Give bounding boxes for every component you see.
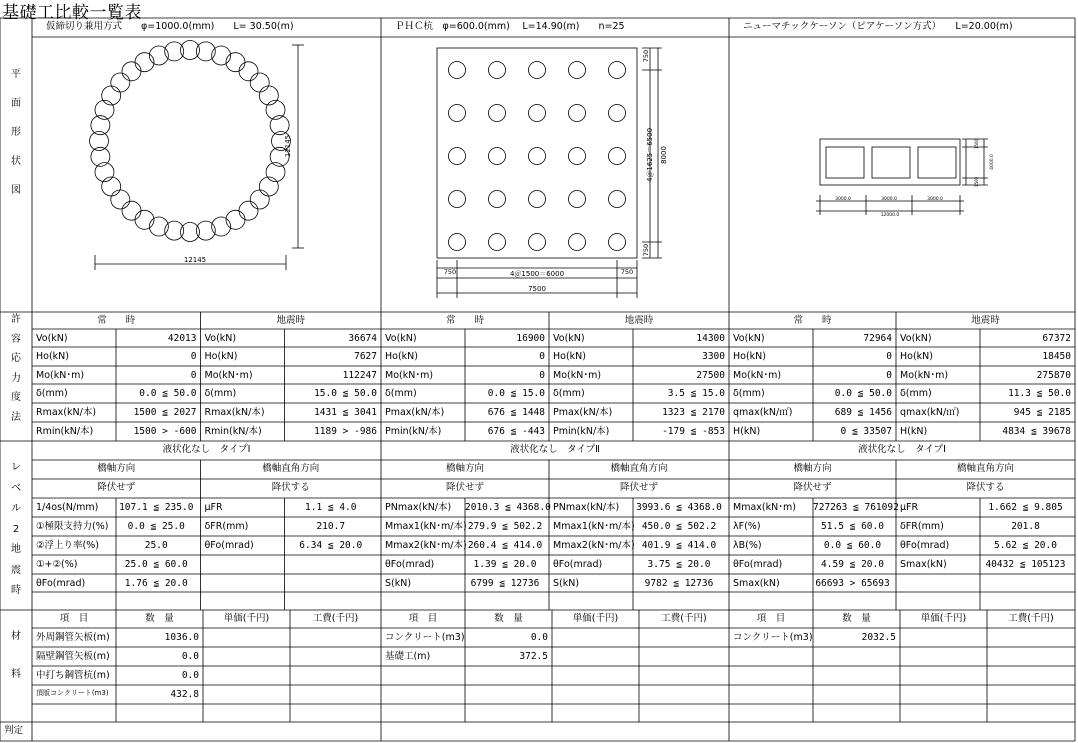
allow-head-seismic: 地震時 <box>624 315 654 326</box>
mat-head: 項 目 <box>408 613 438 624</box>
level-value: 5.62 ≦ 20.0 <box>994 540 1057 551</box>
allow-value: -179 ≦ -853 <box>662 426 725 437</box>
side-label: 2 <box>12 523 20 535</box>
pile-circle <box>449 105 466 122</box>
pile-circle <box>449 62 466 79</box>
pile-circle <box>449 148 466 165</box>
caisson-cell <box>918 147 956 178</box>
level-type: 液状化なし タイプⅡ <box>510 444 600 455</box>
dimension-label: 750 <box>642 49 650 63</box>
side-label: 許 <box>11 314 21 325</box>
page-title: 基礎工比較一覧表 <box>2 3 142 23</box>
pile-circle <box>569 148 586 165</box>
allow-value: 1500 > -600 <box>133 426 197 437</box>
level-label: θFo(mrad) <box>900 540 950 551</box>
pile-circle <box>489 148 506 165</box>
level-label: PNmax(kN/本) <box>385 502 452 513</box>
allow-label: Mo(kN･m) <box>553 370 602 381</box>
level-value: 6799 ≦ 12736 <box>470 578 540 589</box>
mat-label: コンクリート(m3) <box>385 632 465 643</box>
allow-label: δ(mm) <box>385 388 417 399</box>
side-label: 材 <box>11 631 21 642</box>
level-yield: 降伏せず <box>445 482 484 493</box>
side-label: 面 <box>11 98 21 109</box>
pile-circle <box>529 234 546 251</box>
allow-head-normal: 常 時 <box>97 315 136 326</box>
allow-label: Ho(kN) <box>900 351 933 362</box>
allow-head-normal: 常 時 <box>793 315 832 326</box>
level-yield: 降伏する <box>966 482 1005 493</box>
level-label: Mmax2(kN･m/本) <box>553 540 635 551</box>
allow-label: δ(mm) <box>36 388 68 399</box>
dimension-label: 750 <box>642 243 650 257</box>
mat-head: 単価(千円) <box>920 613 967 624</box>
allow-label: Vo(kN) <box>900 333 932 344</box>
level-label: S(kN) <box>385 578 412 589</box>
dimension-label: 1500 <box>974 176 979 188</box>
mat-value: 2032.5 <box>861 632 896 643</box>
level-label: μFR <box>204 502 223 513</box>
mat-label: 外周鋼管矢板(m) <box>36 632 110 643</box>
allow-value: 18450 <box>1042 351 1071 362</box>
dimension-label: 750 <box>443 268 457 276</box>
level-value: 40432 ≦ 105123 <box>985 559 1066 570</box>
pile-circle <box>529 62 546 79</box>
level-value: 260.4 ≦ 414.0 <box>467 540 543 551</box>
pile-circle <box>226 53 245 72</box>
side-label: ベ <box>11 482 21 494</box>
level-dir: 橋軸方向 <box>445 463 484 474</box>
pile-circle <box>569 191 586 208</box>
dimension-label: 3000.0 <box>927 197 943 202</box>
allow-value: 1323 ≦ 2170 <box>662 407 725 418</box>
level-value: 3993.6 ≦ 4368.0 <box>636 502 722 513</box>
pile-circle <box>259 177 278 196</box>
side-label: 応 <box>11 353 21 364</box>
allow-label: Ho(kN) <box>204 351 238 362</box>
pile-circle <box>122 201 141 220</box>
allow-label: Vo(kN) <box>733 333 765 344</box>
allow-value: 27500 <box>696 370 725 381</box>
pile-circle <box>239 62 258 81</box>
side-label: 地 <box>11 544 21 555</box>
allow-label: Vo(kN) <box>385 333 417 344</box>
mat-value: 0.0 <box>530 632 548 643</box>
level-value: 210.7 <box>316 521 346 532</box>
pile-circle <box>529 148 546 165</box>
allow-value: 15.0 ≦ 50.0 <box>314 388 377 399</box>
level-value: 3.75 ≦ 20.0 <box>647 559 711 570</box>
level-label: 1/4os(N/mm) <box>36 502 99 513</box>
dimension-label: 4＠1625＝6500 <box>646 127 654 183</box>
level-label: μFR <box>900 502 919 513</box>
allow-label: Ho(kN) <box>733 351 766 362</box>
pile-circle <box>569 105 586 122</box>
allow-value: 72964 <box>863 333 892 344</box>
pile-circle <box>529 105 546 122</box>
allow-value: 1500 ≦ 2027 <box>133 407 197 418</box>
pile-circle <box>609 191 626 208</box>
mat-label: 隔壁鋼管矢板(m) <box>36 651 110 662</box>
level-type: 液状化なし タイプⅠ <box>162 444 251 455</box>
side-label: 度 <box>11 392 21 403</box>
allow-label: Vo(kN) <box>553 333 585 344</box>
allow-label: δ(mm) <box>900 388 932 399</box>
allow-label: Rmin(kN/本) <box>204 426 262 437</box>
mat-head: 数 量 <box>494 613 523 624</box>
pile-circle <box>226 210 245 229</box>
allow-value: 0 ≦ 33507 <box>840 426 892 437</box>
level-value: 25.0 ≦ 60.0 <box>124 559 188 570</box>
dimension-label: 12145 <box>183 256 207 264</box>
allow-value: 689 ≦ 1456 <box>834 407 892 418</box>
allow-value: 0 <box>190 370 197 381</box>
column-header: ニューマチックケーソン（ピアケーソン方式） L=20.00(m) <box>743 21 1013 32</box>
level-value: 1.662 ≦ 9.805 <box>988 502 1063 513</box>
allow-label: Ho(kN) <box>553 351 586 362</box>
level-label: λF(%) <box>733 521 761 532</box>
level-label: δFR(mm) <box>900 521 944 532</box>
pile-circle <box>259 86 278 105</box>
allow-value: 0.0 ≦ 15.0 <box>487 388 545 399</box>
allow-label: Rmax(kN/本) <box>204 407 265 418</box>
level-label: θFo(mrad) <box>553 559 603 570</box>
pile-circle <box>102 86 121 105</box>
allow-value: 0.0 ≦ 50.0 <box>139 388 197 399</box>
level-value: 25.0 <box>144 540 168 551</box>
allow-value: 11.3 ≦ 50.0 <box>1008 388 1071 399</box>
dimension-label: 8000 <box>660 146 668 164</box>
allow-label: Mo(kN･m) <box>733 370 782 381</box>
side-label: レ <box>11 462 21 473</box>
caisson-cell <box>872 147 910 178</box>
pile-circle <box>609 105 626 122</box>
allow-label: Ho(kN) <box>385 351 418 362</box>
allow-label: Mo(kN･m) <box>385 370 434 381</box>
allow-value: 1189 > -986 <box>314 426 377 437</box>
level-label: θFo(mrad) <box>385 559 435 570</box>
level-label: θFo(mrad) <box>36 578 86 589</box>
level-type: 液状化なし タイプⅠ <box>858 444 946 455</box>
pile-circle <box>609 148 626 165</box>
level-dir: 橋軸方向 <box>793 463 832 474</box>
pile-circle <box>569 62 586 79</box>
column-header: ＰＨＣ杭 φ=600.0(mm) L=14.90(m) n=25 <box>395 21 625 32</box>
allow-value: 16900 <box>516 333 545 344</box>
footing-outline <box>437 48 637 258</box>
level-value: 0.0 ≦ 60.0 <box>823 540 882 551</box>
mat-value: 1036.0 <box>164 632 199 643</box>
level-yield: 降伏せず <box>793 482 832 493</box>
level-label: θFo(mrad) <box>733 559 783 570</box>
mat-head: 工費(千円) <box>312 613 359 624</box>
level-yield: 降伏せず <box>619 482 658 493</box>
level-label: δFR(mm) <box>204 521 249 532</box>
allow-value: 676 ≦ 1448 <box>487 407 545 418</box>
level-label: Mmax2(kN･m/本) <box>385 540 467 551</box>
mat-head: 単価(千円) <box>223 613 270 624</box>
dimension-label: 3000.0 <box>881 197 897 202</box>
level-label: Smax(kN) <box>900 559 947 570</box>
allow-value: 14300 <box>696 333 725 344</box>
allow-value: 7627 <box>354 351 377 362</box>
dimension-label: 4000.0 <box>990 154 995 170</box>
allow-value: 0 <box>886 370 892 381</box>
pile-circle <box>250 190 269 209</box>
level-value: 1.39 ≦ 20.0 <box>473 559 537 570</box>
level-dir: 橋軸直角方向 <box>956 463 1014 474</box>
pile-circle <box>609 234 626 251</box>
level-label: Mmax(kN･m) <box>733 502 796 513</box>
allow-label: H(kN) <box>900 426 928 437</box>
allow-value: 0 <box>539 351 545 362</box>
allow-label: qmax(kN/㎡) <box>733 407 793 418</box>
allow-label: Vo(kN) <box>204 333 237 344</box>
dimension-label: 4＠1500＝6000 <box>509 270 565 278</box>
allow-value: 4834 ≦ 39678 <box>1002 426 1071 437</box>
mat-head: 数 量 <box>842 613 871 624</box>
mat-head: 項 目 <box>59 613 89 624</box>
allow-label: Mo(kN･m) <box>204 370 253 381</box>
level-value: 4.59 ≦ 20.0 <box>821 559 884 570</box>
allow-label: Rmin(kN/本) <box>36 426 94 437</box>
allow-label: Pmax(kN/本) <box>553 407 613 418</box>
allow-label: Pmin(kN/本) <box>553 426 610 437</box>
dimension-label: 3000.0 <box>835 197 851 202</box>
pile-circle <box>250 73 269 92</box>
mat-label: 中打ち鋼管杭(m) <box>36 670 110 681</box>
allow-label: δ(mm) <box>553 388 585 399</box>
caisson-cell <box>826 147 864 178</box>
allow-value: 36674 <box>348 333 377 344</box>
pile-circle <box>111 190 130 209</box>
column-header: 仮締切り兼用方式 φ=1000.0(mm) L= 30.50(m) <box>46 21 294 32</box>
level-label: ①+②(%) <box>36 559 78 570</box>
allow-label: Rmax(kN/本) <box>36 407 97 418</box>
pile-circle <box>449 191 466 208</box>
allow-value: 0 <box>190 351 197 362</box>
side-label: ル <box>11 503 21 514</box>
level-value: 107.1 ≦ 235.0 <box>119 502 194 513</box>
pile-circle <box>569 234 586 251</box>
dimension-label: 12000.0 <box>880 213 900 218</box>
mat-head: 工費(千円) <box>661 613 707 624</box>
level-label: S(kN) <box>553 578 580 589</box>
pile-circle <box>122 62 141 81</box>
allow-value: 945 ≦ 2185 <box>1013 407 1071 418</box>
side-label: 料 <box>11 669 21 680</box>
pile-circle <box>239 201 258 220</box>
side-label: 法 <box>11 411 21 423</box>
allow-value: 1431 ≦ 3041 <box>314 407 377 418</box>
pile-circle <box>449 234 466 251</box>
level-value: 66693 > 65693 <box>815 578 890 589</box>
allow-value: 3.5 ≦ 15.0 <box>667 388 725 399</box>
mat-value: 432.8 <box>170 689 199 700</box>
allow-value: 3300 <box>702 351 725 362</box>
level-dir: 橋軸直角方向 <box>262 463 320 474</box>
mat-head: 工費(千円) <box>1008 613 1054 624</box>
level-value: 9782 ≦ 12736 <box>644 578 714 589</box>
level-label: Mmax1(kN･m/本) <box>385 521 467 532</box>
level-value: 450.0 ≦ 502.2 <box>641 521 717 532</box>
level-yield: 降伏せず <box>97 482 136 493</box>
level-value: 0.0 ≦ 25.0 <box>127 521 185 532</box>
mat-label: 頂版コンクリート(m3) <box>36 689 109 697</box>
dimension-label: 12145 <box>284 134 292 158</box>
level-label: ②浮上り率(%) <box>36 540 99 551</box>
mat-label: コンクリート(m3) <box>733 632 813 643</box>
allow-label: δ(mm) <box>204 388 237 399</box>
allow-head-seismic: 地震時 <box>971 315 1000 326</box>
level-value: 1.1 ≦ 4.0 <box>305 502 357 513</box>
level-value: 1.76 ≦ 20.0 <box>124 578 188 589</box>
level-label: θFo(mrad) <box>204 540 254 551</box>
allow-label: Pmax(kN/本) <box>385 407 445 418</box>
pile-circle <box>609 62 626 79</box>
dimension-label: 750 <box>620 268 634 276</box>
mat-head: 数 量 <box>145 613 174 624</box>
pile-circle <box>489 234 506 251</box>
pile-circle <box>529 191 546 208</box>
pile-circle <box>102 177 121 196</box>
pile-circle <box>489 105 506 122</box>
side-label: 時 <box>11 585 21 596</box>
pile-circle <box>111 73 130 92</box>
allow-label: Mo(kN･m) <box>36 370 85 381</box>
level-label: Mmax1(kN･m/本) <box>553 521 635 532</box>
level-label: Smax(kN) <box>733 578 780 589</box>
allow-label: Ho(kN) <box>36 351 69 362</box>
allow-value: 112247 <box>342 370 377 381</box>
allow-value: 67372 <box>1042 333 1071 344</box>
side-label: 容 <box>11 333 21 345</box>
dimension-label: 1500 <box>974 138 979 150</box>
level-value: 279.9 ≦ 502.2 <box>467 521 543 532</box>
allow-value: 0 <box>539 370 545 381</box>
allow-label: δ(mm) <box>733 388 765 399</box>
side-label: 震 <box>11 564 21 576</box>
level-value: 401.9 ≦ 414.0 <box>641 540 717 551</box>
level-label: ①極限支持力(%) <box>36 521 109 532</box>
allow-head-normal: 常 時 <box>445 315 484 326</box>
level-label: λB(%) <box>733 540 762 551</box>
level-dir: 橋軸直角方向 <box>610 463 668 474</box>
side-label: 力 <box>11 372 21 384</box>
allow-label: Pmin(kN/本) <box>385 426 442 437</box>
level-dir: 橋軸方向 <box>97 463 136 474</box>
pile-circle <box>489 191 506 208</box>
mat-label: 基礎工(m) <box>385 651 431 662</box>
level-yield: 降伏する <box>271 482 310 493</box>
level-value: 6.34 ≦ 20.0 <box>299 540 363 551</box>
pile-circle <box>135 53 154 72</box>
level-value: 51.5 ≦ 60.0 <box>821 521 884 532</box>
allow-value: 275870 <box>1036 370 1071 381</box>
mat-value: 0.0 <box>181 651 199 662</box>
side-label: 形 <box>11 127 21 138</box>
level-label: PNmax(kN/本) <box>553 502 620 513</box>
level-value: 201.8 <box>1011 521 1040 532</box>
mat-value: 372.5 <box>519 651 548 662</box>
mat-value: 0.0 <box>181 670 199 681</box>
dimension-label: 7500 <box>528 285 546 293</box>
side-label: 状 <box>11 156 21 167</box>
allow-label: qmax(kN/㎡) <box>900 407 960 418</box>
allow-value: 676 ≦ -443 <box>487 426 545 437</box>
side-label: 平 <box>11 69 21 80</box>
allow-value: 42013 <box>167 333 197 344</box>
allow-head-seismic: 地震時 <box>276 315 305 326</box>
level-value: 2010.3 ≦ 4368.0 <box>465 502 551 513</box>
allow-value: 0 <box>886 351 892 362</box>
side-label: 図 <box>11 185 21 196</box>
judge-label: 判定 <box>4 725 24 736</box>
allow-label: Mo(kN･m) <box>900 370 949 381</box>
mat-head: 項 目 <box>756 613 786 624</box>
allow-value: 0.0 ≦ 50.0 <box>834 388 892 399</box>
mat-head: 単価(千円) <box>572 613 619 624</box>
allow-label: H(kN) <box>733 426 761 437</box>
pile-circle <box>135 210 154 229</box>
level-value: 727263 ≦ 761092 <box>813 502 899 513</box>
allow-label: Vo(kN) <box>36 333 68 344</box>
pile-circle <box>489 62 506 79</box>
